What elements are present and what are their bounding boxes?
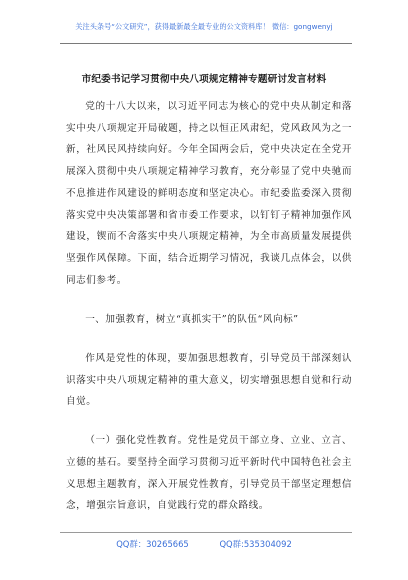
section-heading: 一、加强教育，树立“真抓实干”的队伍“风向标” [85,314,299,326]
header-promo-banner[interactable]: 关注头条号“公文研究”，获得最新最全最专业的公文资料库！ 微信：gongwenyj [75,22,333,31]
subsection-paragraph: （一）强化党性教育。党性是党员干部立身、立业、立言、立德的基石。要坚持全面学习贯彻习近平新时代中国特色社会主义思想主题教育，深入开展党性教育，引导党员干部坚定理想信念，增强宗旨意识，自觉践行党的群众路线。 [66,435,352,512]
header-divider [60,43,352,44]
footer-contact [0,538,408,550]
document-body [66,96,352,517]
footer-qq-group-2[interactable]: QQ群:535304092 [219,539,292,549]
intro-paragraph: 党的十八大以来，以习近平同志为核心的党中央从制定和落实中央八项规定开局破题，持之以恒正风肃纪，党风政风为之一新，社风民风持续向好。今年全国两会后，党中央决定在全党开展深入贯彻中央八项规定精神学习教育，充分彰显了党中央驰而不息推进作风建设的鲜明态度和坚定决心。市纪委监委深入贯彻落实党中央决策部署和省市委工作要求，以钉钉子精神加强作风建设，锲而不舍落实中央八项规定精神，为全市高质量发展提供坚强作风保障。下面，结合近期学习情况，我谈几点体会，以供同志们参考。 [66,101,352,286]
document-title: 市纪委书记学习贯彻中央八项规定精神专题研讨发言材料 [81,74,327,85]
footer-qq-group-1[interactable]: QQ群：30265665 [116,539,189,549]
footer-divider [60,532,352,533]
section-paragraph: 作风是党性的体现，要加强思想教育，引导党员干部深刻认识落实中央八项规定精神的重大意义，切实增强思想自觉和行动自觉。 [66,353,352,408]
